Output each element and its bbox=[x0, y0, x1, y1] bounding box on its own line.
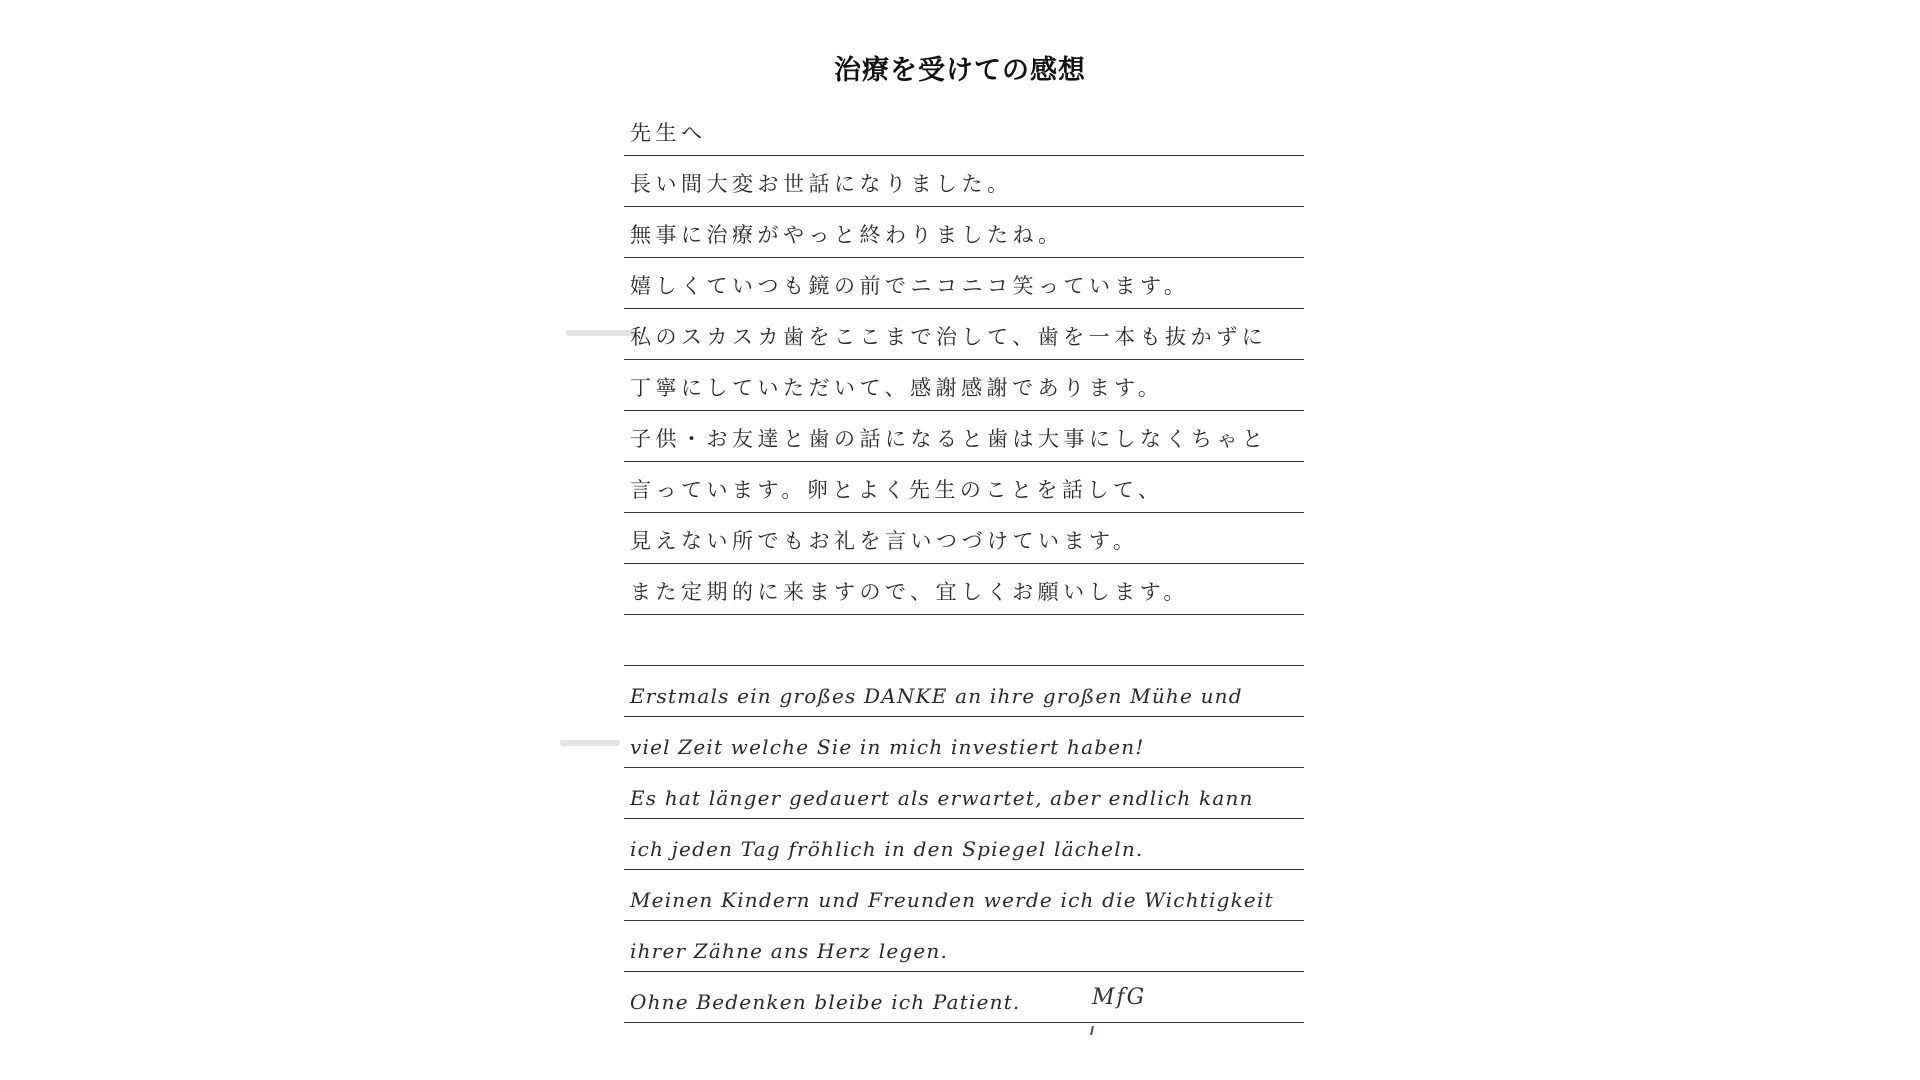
line-text: viel Zeit welche Sie in mich investiert haben! bbox=[630, 735, 1145, 759]
line-text: ich jeden Tag fröhlich in den Spiegel lächeln. bbox=[630, 837, 1144, 861]
line-text: 長い間大変お世話になりました。 bbox=[630, 172, 1013, 196]
jp-line-6 bbox=[624, 411, 1304, 462]
de-line-0 bbox=[624, 666, 1304, 717]
jp-line-10 bbox=[624, 615, 1304, 666]
de-line-3 bbox=[624, 819, 1304, 870]
jp-line-1 bbox=[624, 156, 1304, 207]
pen-mark bbox=[1090, 1026, 1094, 1035]
line-text: 嬉しくていつも鏡の前でニコニコ笑っています。 bbox=[630, 274, 1190, 298]
line-text: 丁寧にしていただいて、感謝感謝であります。 bbox=[630, 376, 1164, 400]
jp-line-9 bbox=[624, 564, 1304, 615]
jp-line-5 bbox=[624, 360, 1304, 411]
line-text: 無事に治療がやっと終わりましたね。 bbox=[630, 223, 1064, 247]
jp-line-7 bbox=[624, 462, 1304, 513]
jp-line-8 bbox=[624, 513, 1304, 564]
line-text: Erstmals ein großes DANKE an ihre großen Mühe und bbox=[630, 684, 1243, 708]
jp-line-0 bbox=[624, 112, 1304, 156]
line-text: 言っています。卵とよく先生のことを話して、 bbox=[630, 478, 1164, 502]
line-text: Ohne Bedenken bleibe ich Patient. bbox=[630, 990, 1021, 1014]
jp-line-3 bbox=[624, 258, 1304, 309]
line-text: 先生へ bbox=[630, 121, 707, 145]
ruled-lines bbox=[624, 112, 1304, 1023]
line-text: 見えない所でもお礼を言いつづけています。 bbox=[630, 529, 1139, 553]
scan-smudge bbox=[560, 740, 620, 746]
line-text: Meinen Kindern und Freunden werde ich die Wichtigkeit bbox=[630, 888, 1274, 912]
de-line-1 bbox=[624, 717, 1304, 768]
line-text: ihrer Zähne ans Herz legen. bbox=[630, 939, 949, 963]
jp-line-2 bbox=[624, 207, 1304, 258]
de-line-4 bbox=[624, 870, 1304, 921]
signature: MfG bbox=[1092, 985, 1147, 1010]
line-text: 私のスカスカ歯をここまで治して、歯を一本も抜かずに bbox=[630, 325, 1268, 349]
page-title: 治療を受けての感想 bbox=[834, 55, 1086, 86]
line-text: Es hat länger gedauert als erwartet, aber endlich kann bbox=[630, 786, 1254, 810]
line-text: また定期的に来ますので、宜しくお願いします。 bbox=[630, 580, 1189, 604]
de-line-5 bbox=[624, 921, 1304, 972]
jp-line-4 bbox=[624, 309, 1304, 360]
line-text: 子供・お友達と歯の話になると歯は大事にしなくちゃと bbox=[630, 427, 1268, 451]
de-line-6 bbox=[624, 972, 1304, 1023]
de-line-2 bbox=[624, 768, 1304, 819]
